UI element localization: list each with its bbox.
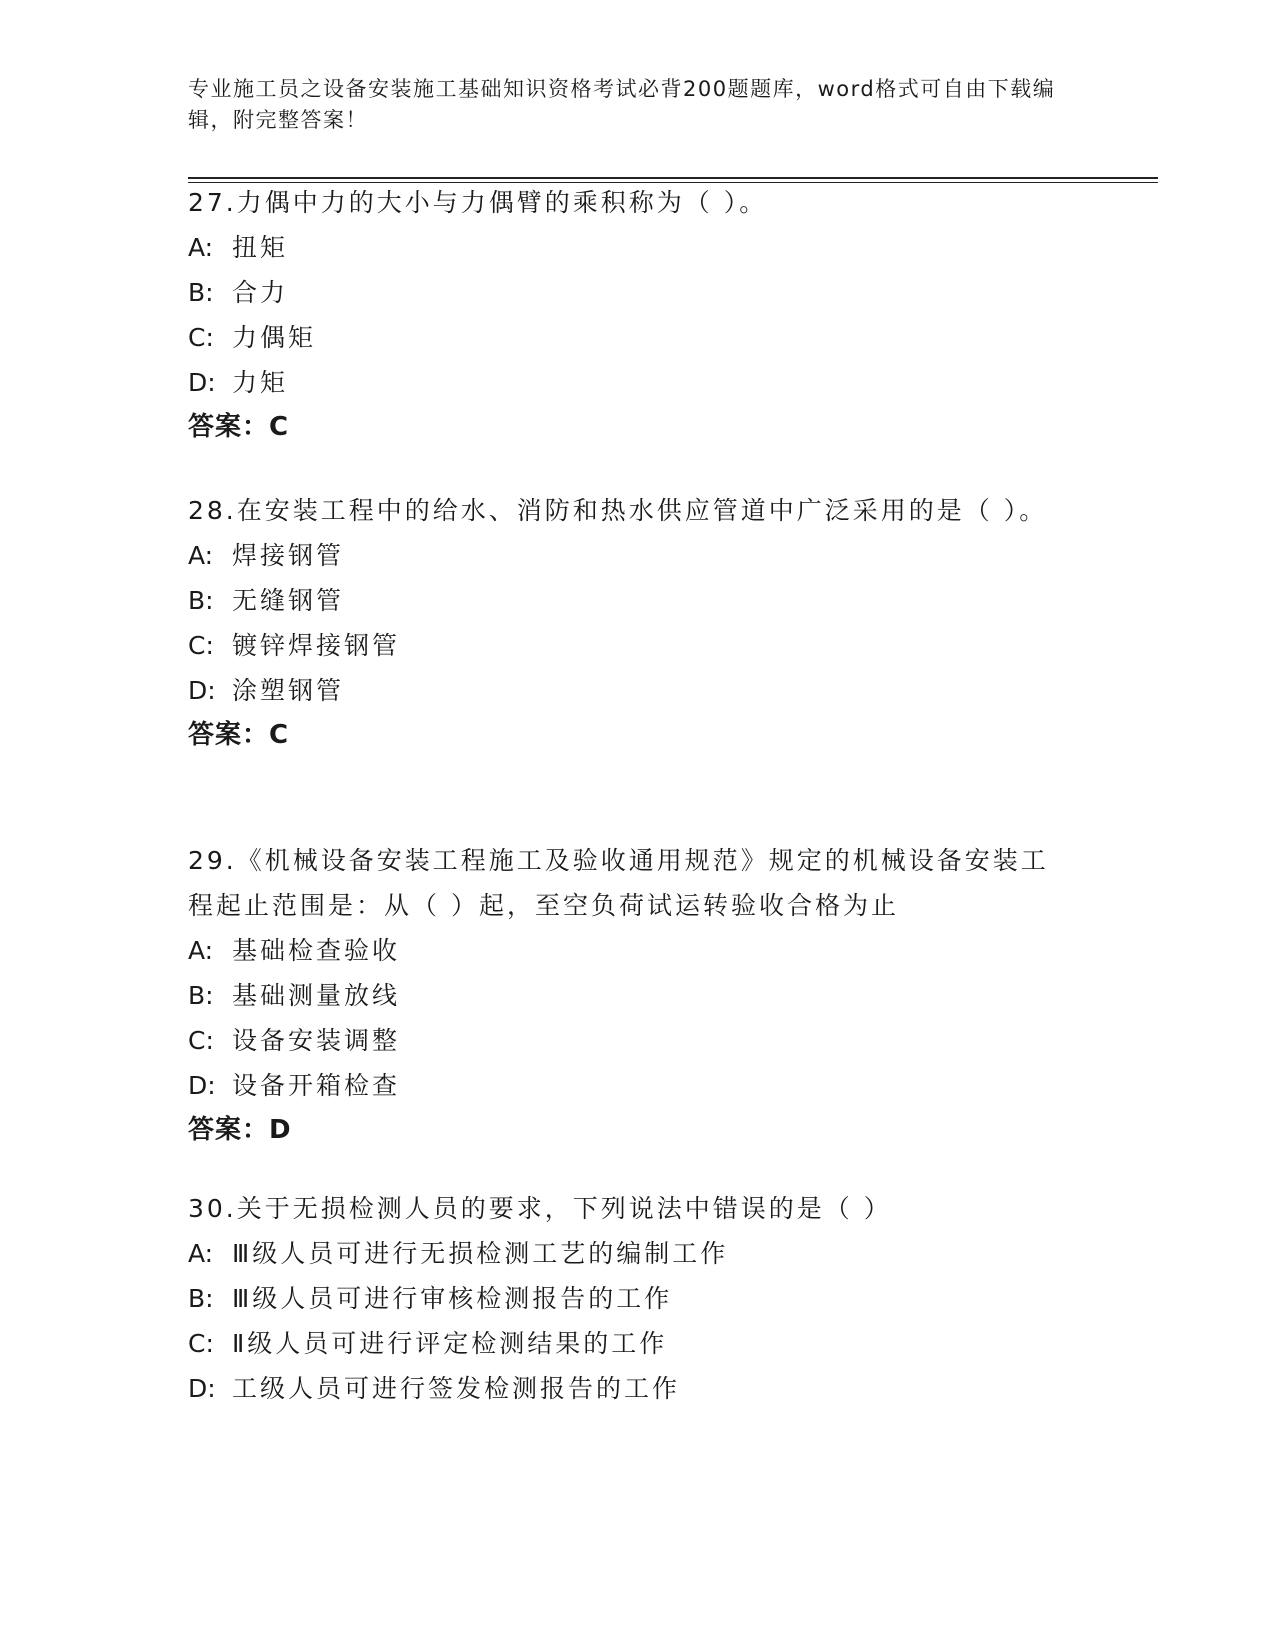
question-stem: 29.《机械设备安装工程施工及验收通用规范》规定的机械设备安装工程起止范围是：从（ ）起，至空负荷试运转验收合格为止 bbox=[188, 846, 1049, 920]
question-stem: 30.关于无损检测人员的要求，下列说法中错误的是（ ） bbox=[188, 1194, 892, 1223]
option-d: D: 设备开箱检查 bbox=[188, 1071, 401, 1100]
question-28 bbox=[188, 488, 1088, 758]
question-stem: 28.在安装工程中的给水、消防和热水供应管道中广泛采用的是（ ）。 bbox=[188, 496, 1048, 525]
question-29 bbox=[188, 838, 1088, 1153]
option-b: B: 合力 bbox=[188, 278, 289, 307]
option-c: C: Ⅱ级人员可进行评定检测结果的工作 bbox=[188, 1329, 668, 1358]
option-a: A: 基础检查验收 bbox=[188, 936, 401, 965]
answer: 答案：C bbox=[188, 412, 290, 442]
answer: 答案：C bbox=[188, 720, 290, 750]
option-b: B: 无缝钢管 bbox=[188, 586, 345, 615]
option-a: A: 扭矩 bbox=[188, 233, 289, 262]
question-30 bbox=[188, 1186, 1088, 1411]
question-stem: 27.力偶中力的大小与力偶臂的乘积称为（ ）。 bbox=[188, 188, 768, 217]
option-a: A: Ⅲ级人员可进行无损检测工艺的编制工作 bbox=[188, 1239, 729, 1268]
option-c: C: 镀锌焊接钢管 bbox=[188, 631, 401, 660]
document-header: 专业施工员之设备安装施工基础知识资格考试必背200题题库，word格式可自由下载编辑，附完整答案！ bbox=[188, 77, 1056, 132]
option-d: D: 力矩 bbox=[188, 368, 289, 397]
question-27 bbox=[188, 180, 1088, 450]
answer: 答案：D bbox=[188, 1115, 292, 1145]
header-divider bbox=[188, 177, 1158, 179]
option-c: C: 力偶矩 bbox=[188, 323, 317, 352]
option-b: B: Ⅲ级人员可进行审核检测报告的工作 bbox=[188, 1284, 673, 1313]
option-d: D: 涂塑钢管 bbox=[188, 676, 345, 705]
option-d: D: 工级人员可进行签发检测报告的工作 bbox=[188, 1374, 681, 1403]
option-c: C: 设备安装调整 bbox=[188, 1026, 401, 1055]
option-b: B: 基础测量放线 bbox=[188, 981, 401, 1010]
option-a: A: 焊接钢管 bbox=[188, 541, 345, 570]
